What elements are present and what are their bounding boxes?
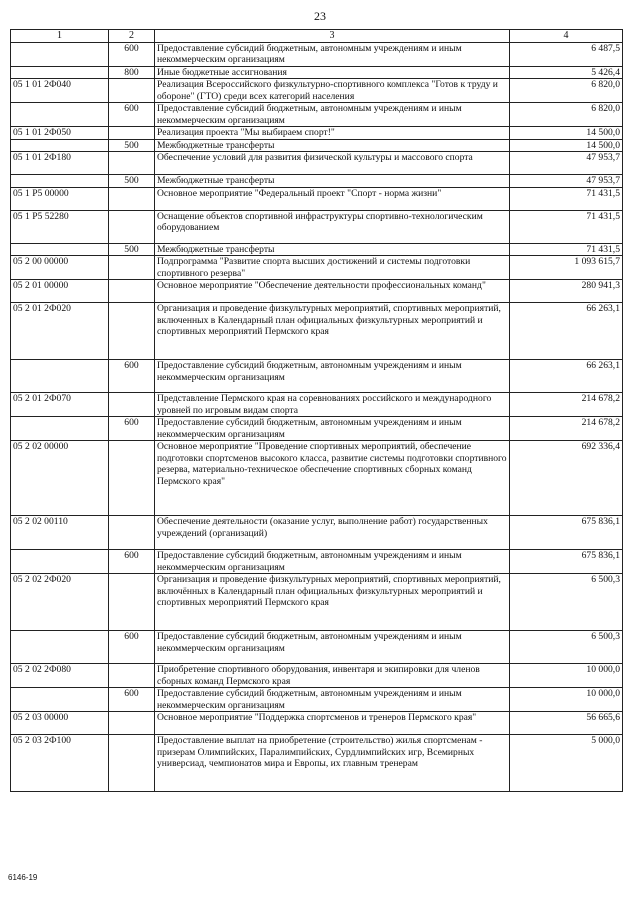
row-name: Межбюджетные трансферты [155, 243, 510, 256]
table-row [11, 187, 623, 210]
table-row [11, 280, 623, 303]
row-code: 05 2 01 2Ф020 [11, 303, 109, 360]
table-row [11, 735, 623, 792]
row-code: 05 2 00 00000 [11, 256, 109, 280]
table-row [11, 516, 623, 550]
table-row [11, 550, 623, 574]
row-name: Предоставление субсидий бюджетным, автономным учреждениям и иным некоммерческим организациям [155, 42, 510, 66]
row-code [11, 360, 109, 393]
row-name: Реализация проекта "Мы выбираем спорт!" [155, 127, 510, 140]
row-amount: 71 431,5 [510, 187, 623, 210]
row-amount: 214 678,2 [510, 393, 623, 417]
row-expense-type [109, 127, 155, 140]
table-header-row [11, 30, 623, 43]
row-name: Основное мероприятие "Поддержка спортсменов и тренеров Пермского края" [155, 712, 510, 735]
table-row [11, 42, 623, 66]
row-code [11, 42, 109, 66]
table-row [11, 712, 623, 735]
row-amount: 10 000,0 [510, 664, 623, 688]
table-row [11, 574, 623, 631]
row-expense-type [109, 664, 155, 688]
row-amount: 6 500,3 [510, 631, 623, 664]
row-name: Основное мероприятие "Обеспечение деятельности профессиональных команд" [155, 280, 510, 303]
table-row [11, 243, 623, 256]
row-expense-type: 600 [109, 631, 155, 664]
row-amount: 675 836,1 [510, 550, 623, 574]
row-expense-type [109, 280, 155, 303]
row-expense-type [109, 516, 155, 550]
table-row [11, 256, 623, 280]
row-code: 05 1 P5 00000 [11, 187, 109, 210]
row-expense-type [109, 256, 155, 280]
row-amount: 6 487,5 [510, 42, 623, 66]
row-expense-type [109, 441, 155, 516]
row-expense-type [109, 210, 155, 243]
row-code: 05 2 03 00000 [11, 712, 109, 735]
row-expense-type [109, 393, 155, 417]
row-code: 05 1 P5 52280 [11, 210, 109, 243]
row-expense-type: 800 [109, 66, 155, 79]
row-name: Иные бюджетные ассигнования [155, 66, 510, 79]
table-row [11, 103, 623, 127]
row-amount: 71 431,5 [510, 243, 623, 256]
footer-code: 6146-19 [8, 873, 38, 882]
row-name: Организация и проведение физкультурных мероприятий, спортивных мероприятий, включённых в Календарный план официальных физкультурных мероприятий и спортивных мероприятий Пермского края [155, 574, 510, 631]
row-amount: 47 953,7 [510, 175, 623, 188]
row-code [11, 66, 109, 79]
row-amount: 10 000,0 [510, 688, 623, 712]
row-expense-type: 500 [109, 139, 155, 152]
row-code [11, 550, 109, 574]
row-amount: 692 336,4 [510, 441, 623, 516]
row-code [11, 139, 109, 152]
row-amount: 280 941,3 [510, 280, 623, 303]
row-code [11, 417, 109, 441]
row-code: 05 2 02 2Ф080 [11, 664, 109, 688]
column-header-1: 1 [11, 30, 109, 43]
column-header-2: 2 [109, 30, 155, 43]
row-code [11, 175, 109, 188]
row-expense-type [109, 152, 155, 175]
row-amount: 71 431,5 [510, 210, 623, 243]
row-name: Представление Пермского края на соревнованиях российского и международного уровней по игровым видам спорта [155, 393, 510, 417]
row-expense-type: 500 [109, 243, 155, 256]
row-name: Предоставление субсидий бюджетным, автономным учреждениям и иным некоммерческим организациям [155, 103, 510, 127]
table-row [11, 417, 623, 441]
table-row [11, 631, 623, 664]
table-row [11, 139, 623, 152]
row-code [11, 688, 109, 712]
table-row [11, 210, 623, 243]
budget-table [10, 29, 623, 792]
row-name: Приобретение спортивного оборудования, инвентаря и экипировки для членов сборных команд Пермского края [155, 664, 510, 688]
table-row [11, 127, 623, 140]
row-name: Обеспечение условий для развития физической культуры и массового спорта [155, 152, 510, 175]
row-expense-type: 600 [109, 417, 155, 441]
row-amount: 6 820,0 [510, 103, 623, 127]
row-amount: 66 263,1 [510, 360, 623, 393]
table-row [11, 664, 623, 688]
table-row [11, 393, 623, 417]
row-amount: 14 500,0 [510, 127, 623, 140]
row-expense-type: 600 [109, 103, 155, 127]
row-amount: 5 426,4 [510, 66, 623, 79]
row-name: Основное мероприятие "Федеральный проект "Спорт - норма жизни" [155, 187, 510, 210]
row-code: 05 1 01 2Ф040 [11, 79, 109, 103]
row-amount: 1 093 615,7 [510, 256, 623, 280]
row-expense-type [109, 303, 155, 360]
row-amount: 214 678,2 [510, 417, 623, 441]
row-expense-type: 500 [109, 175, 155, 188]
row-name: Предоставление субсидий бюджетным, автономным учреждениям и иным некоммерческим организациям [155, 360, 510, 393]
row-name: Межбюджетные трансферты [155, 175, 510, 188]
row-amount: 6 820,0 [510, 79, 623, 103]
row-code: 05 1 01 2Ф180 [11, 152, 109, 175]
table-row [11, 441, 623, 516]
table-row [11, 152, 623, 175]
row-name: Предоставление субсидий бюджетным, автономным учреждениям и иным некоммерческим организациям [155, 631, 510, 664]
table-row [11, 360, 623, 393]
row-expense-type [109, 187, 155, 210]
row-amount: 14 500,0 [510, 139, 623, 152]
row-code: 05 2 02 00000 [11, 441, 109, 516]
table-row [11, 303, 623, 360]
row-expense-type [109, 712, 155, 735]
row-amount: 6 500,3 [510, 574, 623, 631]
row-name: Предоставление субсидий бюджетным, автономным учреждениям и иным некоммерческим организациям [155, 688, 510, 712]
row-name: Подпрограмма "Развитие спорта высших достижений и системы подготовки спортивного резерва" [155, 256, 510, 280]
row-expense-type [109, 79, 155, 103]
row-expense-type: 600 [109, 688, 155, 712]
row-code: 05 2 02 00110 [11, 516, 109, 550]
page-number: 23 [314, 9, 326, 23]
row-name: Организация и проведение физкультурных мероприятий, спортивных мероприятий, включенных в Календарный план официальных физкультурных мероприятий и спортивных мероприятий Пермского края [155, 303, 510, 360]
table-row [11, 79, 623, 103]
row-code [11, 243, 109, 256]
row-code [11, 631, 109, 664]
row-amount: 47 953,7 [510, 152, 623, 175]
row-amount: 675 836,1 [510, 516, 623, 550]
row-name: Предоставление субсидий бюджетным, автономным учреждениям и иным некоммерческим организациям [155, 417, 510, 441]
table-row [11, 66, 623, 79]
row-expense-type [109, 735, 155, 792]
row-amount: 66 263,1 [510, 303, 623, 360]
row-expense-type [109, 574, 155, 631]
row-name: Предоставление выплат на приобретение (строительство) жилья спортсменам - призерам Олимпийских, Паралимпийских, Сурдлимпийских игр, Всемирных универсиад, чемпионатов мира и Европы, их главным тренерам [155, 735, 510, 792]
table-row [11, 688, 623, 712]
row-code: 05 2 01 2Ф070 [11, 393, 109, 417]
row-name: Обеспечение деятельности (оказание услуг, выполнение работ) государственных учреждений (организаций) [155, 516, 510, 550]
row-amount: 56 665,6 [510, 712, 623, 735]
row-name: Оснащение объектов спортивной инфраструктуры спортивно-технологическим оборудованием [155, 210, 510, 243]
column-header-3: 3 [155, 30, 510, 43]
row-code: 05 2 03 2Ф100 [11, 735, 109, 792]
row-expense-type: 600 [109, 360, 155, 393]
row-name: Межбюджетные трансферты [155, 139, 510, 152]
column-header-4: 4 [510, 30, 623, 43]
row-code: 05 2 02 2Ф020 [11, 574, 109, 631]
row-amount: 5 000,0 [510, 735, 623, 792]
row-name: Реализация Всероссийского физкультурно-спортивного комплекса "Готов к труду и обороне" (ГТО) среди всех категорий населения [155, 79, 510, 103]
row-code: 05 1 01 2Ф050 [11, 127, 109, 140]
row-expense-type: 600 [109, 550, 155, 574]
row-name: Основное мероприятие "Проведение спортивных мероприятий, обеспечение подготовки спортсменов высокого класса, развитие системы подготовки спортивного резерва, материально-техническое обеспечение спортивных сборных команд Пермского края" [155, 441, 510, 516]
row-code: 05 2 01 00000 [11, 280, 109, 303]
row-expense-type: 600 [109, 42, 155, 66]
row-name: Предоставление субсидий бюджетным, автономным учреждениям и иным некоммерческим организациям [155, 550, 510, 574]
row-code [11, 103, 109, 127]
table-row [11, 175, 623, 188]
